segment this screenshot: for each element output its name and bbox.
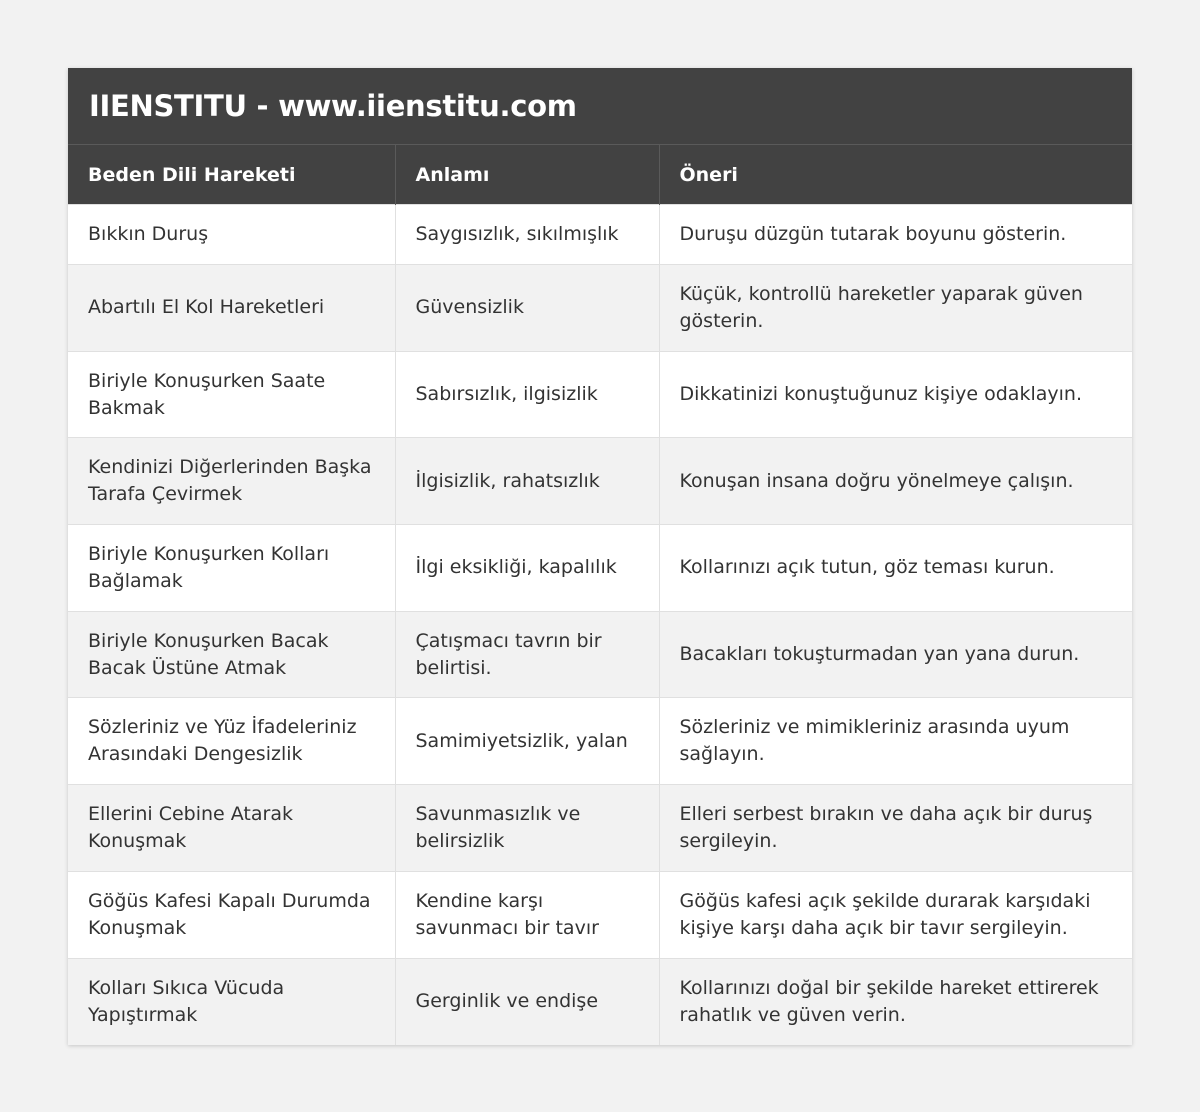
cell-movement: Biriyle Konuşurken Saate Bakmak (68, 351, 395, 438)
cell-suggestion: Bacakları tokuşturmadan yan yana durun. (659, 611, 1132, 698)
table-row (68, 785, 1132, 872)
table-row (68, 611, 1132, 698)
table-row (68, 205, 1132, 265)
table-row (68, 351, 1132, 438)
cell-meaning: Sabırsızlık, ilgisizlik (395, 351, 659, 438)
cell-movement: Ellerini Cebine Atarak Konuşmak (68, 785, 395, 872)
cell-meaning: Kendine karşı savunmacı bir tavır (395, 871, 659, 958)
cell-meaning: İlgisizlik, rahatsızlık (395, 438, 659, 525)
cell-suggestion: Göğüs kafesi açık şekilde durarak karşıdaki kişiye karşı daha açık bir tavır sergileyin. (659, 871, 1132, 958)
cell-movement: Biriyle Konuşurken Kolları Bağlamak (68, 525, 395, 612)
cell-movement: Kendinizi Diğerlerinden Başka Tarafa Çevirmek (68, 438, 395, 525)
cell-meaning: İlgi eksikliği, kapalılık (395, 525, 659, 612)
column-header-movement: Beden Dili Hareketi (68, 145, 395, 205)
content-card (68, 68, 1132, 1045)
column-header-meaning: Anlamı (395, 145, 659, 205)
cell-movement: Bıkkın Duruş (68, 205, 395, 265)
cell-meaning: Savunmasızlık ve belirsizlik (395, 785, 659, 872)
cell-suggestion: Duruşu düzgün tutarak boyunu gösterin. (659, 205, 1132, 265)
cell-suggestion: Sözleriniz ve mimikleriniz arasında uyum sağlayın. (659, 698, 1132, 785)
cell-movement: Abartılı El Kol Hareketleri (68, 265, 395, 352)
column-header-suggestion: Öneri (659, 145, 1132, 205)
cell-movement: Sözleriniz ve Yüz İfadeleriniz Arasındaki Dengesizlik (68, 698, 395, 785)
cell-movement: Göğüs Kafesi Kapalı Durumda Konuşmak (68, 871, 395, 958)
body-language-table (68, 144, 1132, 1045)
table-row (68, 438, 1132, 525)
banner-title: IIENSTITU - www.iienstitu.com (68, 68, 1132, 144)
table-row (68, 525, 1132, 612)
cell-suggestion: Kollarınızı doğal bir şekilde hareket ettirerek rahatlık ve güven verin. (659, 958, 1132, 1045)
table-header-row (68, 145, 1132, 205)
cell-suggestion: Konuşan insana doğru yönelmeye çalışın. (659, 438, 1132, 525)
cell-meaning: Gerginlik ve endişe (395, 958, 659, 1045)
cell-suggestion: Elleri serbest bırakın ve daha açık bir duruş sergileyin. (659, 785, 1132, 872)
cell-suggestion: Küçük, kontrollü hareketler yaparak güven gösterin. (659, 265, 1132, 352)
cell-meaning: Güvensizlik (395, 265, 659, 352)
cell-meaning: Samimiyetsizlik, yalan (395, 698, 659, 785)
table-row (68, 698, 1132, 785)
table-row (68, 265, 1132, 352)
cell-meaning: Saygısızlık, sıkılmışlık (395, 205, 659, 265)
table-row (68, 958, 1132, 1045)
table-row (68, 871, 1132, 958)
cell-suggestion: Kollarınızı açık tutun, göz teması kurun. (659, 525, 1132, 612)
cell-movement: Kolları Sıkıca Vücuda Yapıştırmak (68, 958, 395, 1045)
cell-meaning: Çatışmacı tavrın bir belirtisi. (395, 611, 659, 698)
cell-suggestion: Dikkatinizi konuştuğunuz kişiye odaklayın. (659, 351, 1132, 438)
cell-movement: Biriyle Konuşurken Bacak Bacak Üstüne Atmak (68, 611, 395, 698)
